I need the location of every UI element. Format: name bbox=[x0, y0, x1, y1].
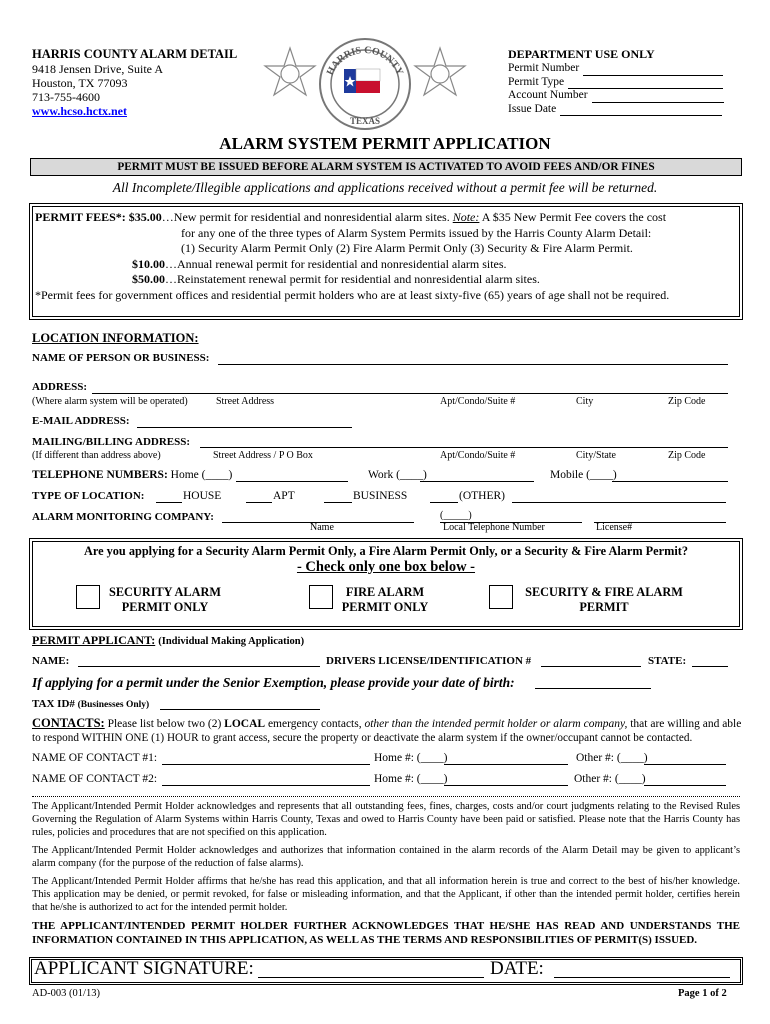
renewal-fee-amount: $10.00 bbox=[132, 256, 165, 271]
security-alarm-line2: PERMIT ONLY bbox=[121, 600, 209, 614]
org-name: HARRIS COUNTY ALARM DETAIL bbox=[32, 47, 238, 61]
address-line2: Houston, TX 77093 bbox=[32, 76, 128, 90]
applicant-heading-note: (Individual Making Application) bbox=[158, 636, 305, 647]
applicant-heading: PERMIT APPLICANT: bbox=[32, 633, 156, 647]
type-business-label: BUSINESS bbox=[353, 490, 408, 502]
fire-alarm-option bbox=[330, 585, 440, 615]
star-right-icon bbox=[415, 48, 465, 95]
mailing-label: MAILING/BILLING ADDRESS: bbox=[32, 436, 191, 448]
permit-number-field[interactable] bbox=[583, 62, 723, 76]
permit-type-label: Permit Type bbox=[508, 75, 565, 88]
location-type-label: TYPE OF LOCATION: bbox=[32, 490, 145, 502]
taxid-label: TAX ID# bbox=[32, 698, 75, 710]
monitoring-col-license: License# bbox=[596, 522, 633, 533]
contact1-other-label: Other #: (____) bbox=[576, 752, 648, 764]
issue-date-field[interactable] bbox=[560, 103, 722, 117]
seal-top-text: HARRIS COUNTY bbox=[324, 44, 406, 78]
phone-label: TELEPHONE NUMBERS: bbox=[32, 469, 168, 481]
new-fee-text: …New permit for residential and nonresidential alarm sites. bbox=[161, 210, 450, 224]
type-other-field[interactable] bbox=[512, 502, 726, 503]
fees-footnote: *Permit fees for government offices and residential permit holders who are at least sixty-five (65) years of age shall not be required. bbox=[35, 287, 670, 302]
senior-exemption-label: If applying for a permit under the Senior Exemption, please provide your date of birth: bbox=[32, 675, 515, 690]
date-label: DATE: bbox=[490, 958, 544, 979]
address-col-apt: Apt/Condo/Suite # bbox=[440, 396, 516, 407]
website-link[interactable]: www.hcso.hctx.net bbox=[32, 104, 127, 118]
mailing-col-street: Street Address / P O Box bbox=[213, 450, 313, 461]
dept-use-fields bbox=[508, 62, 724, 116]
email-field[interactable] bbox=[137, 427, 352, 428]
incomplete-notice: All Incomplete/Illegible applications and applications received without a permit fee will be returned. bbox=[112, 180, 658, 195]
dl-field[interactable] bbox=[541, 666, 641, 667]
security-fire-checkbox[interactable] bbox=[489, 585, 513, 609]
contacts-intro bbox=[32, 716, 742, 745]
monitoring-col-phone: Local Telephone Number bbox=[443, 522, 545, 533]
phone-home-field[interactable] bbox=[236, 481, 348, 482]
contact2-home-field[interactable] bbox=[444, 785, 568, 786]
type-business-blank[interactable] bbox=[324, 502, 352, 503]
permit-choice-instruction: - Check only one box below - bbox=[296, 559, 476, 575]
contact1-other-field[interactable] bbox=[644, 764, 726, 765]
contacts-intro-c: that are willing and able bbox=[630, 718, 742, 730]
mailing-note: (If different than address above) bbox=[32, 450, 161, 461]
contacts-intro-line2: to respond WITHIN ONE (1) HOUR to grant access, secure the property or deactivate the alarm system if the owner/occupant cannot be contacted. bbox=[32, 732, 693, 744]
contacts-intro-a: Please list below two (2) bbox=[107, 718, 222, 730]
applicant-name-label: NAME: bbox=[32, 655, 70, 667]
security-alarm-option bbox=[100, 585, 230, 615]
security-fire-line1: SECURITY & FIRE ALARM bbox=[525, 585, 683, 599]
monitoring-area-code: (_____) bbox=[440, 510, 472, 521]
applicant-heading-row bbox=[32, 633, 304, 648]
type-house-label: HOUSE bbox=[183, 490, 222, 502]
contact1-name-field[interactable] bbox=[162, 764, 370, 765]
mailing-col-apt: Apt/Condo/Suite # bbox=[440, 450, 516, 461]
fees-content bbox=[35, 210, 669, 303]
legal-paragraph-2: The Applicant/Intended Permit Holder acknowledges and authorizes that information contained in the alarm records of the Alarm Detail may be given to applicant’s alarm company (for the purpose of the reduction of false alarms). bbox=[32, 845, 740, 869]
address-line1: 9418 Jensen Drive, Suite A bbox=[32, 62, 163, 76]
fire-alarm-line1: FIRE ALARM bbox=[345, 585, 425, 599]
mailing-field[interactable] bbox=[200, 447, 728, 448]
note-text: A $35 New Permit Fee covers the cost bbox=[481, 210, 667, 224]
issue-date-label: Issue Date bbox=[508, 102, 557, 115]
legal-divider bbox=[32, 796, 740, 797]
address-label: ADDRESS: bbox=[32, 381, 88, 393]
address-col-city: City bbox=[576, 396, 594, 407]
applicant-name-field[interactable] bbox=[78, 666, 320, 667]
contact2-label: NAME OF CONTACT #2: bbox=[32, 773, 158, 785]
phone-work-field[interactable] bbox=[420, 481, 534, 482]
star-left-icon bbox=[265, 48, 315, 95]
contact1-home-label: Home #: (____) bbox=[374, 752, 448, 764]
acknowledgement: THE APPLICANT/INTENDED PERMIT HOLDER FURTHER ACKNOWLEDGES THAT HE/SHE HAS READ AND UNDERSTANDS THE INFORMATION CONTAINED IN THIS APPLICATION, AS WELL AS THE TERMS AND RESPONSIBILITIES OF PERMIT(S) ISSUED. bbox=[32, 920, 740, 946]
address-field[interactable] bbox=[92, 393, 728, 394]
dob-field[interactable] bbox=[535, 688, 651, 689]
dl-label: DRIVERS LICENSE/IDENTIFICATION # bbox=[326, 655, 532, 667]
fees-box bbox=[32, 206, 740, 317]
fees-label: PERMIT FEES*: bbox=[35, 210, 126, 224]
address-col-street: Street Address bbox=[216, 396, 275, 407]
date-field[interactable] bbox=[554, 977, 730, 978]
type-apt-blank[interactable] bbox=[246, 502, 272, 503]
security-fire-line2: PERMIT bbox=[579, 600, 629, 614]
phone-work-label: Work (____) bbox=[368, 469, 427, 481]
location-heading: LOCATION INFORMATION: bbox=[32, 331, 199, 345]
contacts-intro-local: LOCAL bbox=[224, 718, 266, 730]
address-col-zip: Zip Code bbox=[668, 396, 706, 407]
mailing-col-zip: Zip Code bbox=[668, 450, 706, 461]
type-other-blank[interactable] bbox=[430, 502, 458, 503]
account-number-field[interactable] bbox=[592, 89, 724, 103]
contact2-other-label: Other #: (____) bbox=[574, 773, 646, 785]
business-name-label: NAME OF PERSON OR BUSINESS: bbox=[32, 352, 210, 364]
note-label: Note: bbox=[452, 210, 480, 224]
contact1-label: NAME OF CONTACT #1: bbox=[32, 752, 158, 764]
fees-line2: for any one of the three types of Alarm System Permits issued by the Harris County Alarm Detail: bbox=[181, 225, 652, 240]
contact2-home-label: Home #: (____) bbox=[374, 773, 448, 785]
permit-type-field[interactable] bbox=[568, 76, 723, 90]
texas-flag-icon bbox=[344, 69, 380, 93]
fees-line3: (1) Security Alarm Permit Only (2) Fire Alarm Permit Only (3) Security & Fire Alarm Permit. bbox=[181, 241, 633, 255]
reinstate-fee-text: …Reinstatement renewal permit for residential and nonresidential alarm sites. bbox=[165, 272, 540, 286]
permit-choice-question: Are you applying for a Security Alarm Permit Only, a Fire Alarm Permit Only, or a Security & Fire Alarm Permit? bbox=[83, 544, 689, 558]
taxid-row bbox=[32, 698, 149, 710]
contacts-heading: CONTACTS: bbox=[32, 716, 105, 730]
security-alarm-line1: SECURITY ALARM bbox=[109, 585, 221, 599]
renewal-fee-text: …Annual renewal permit for residential and nonresidential alarm sites. bbox=[165, 256, 507, 271]
legal-paragraph-1: The Applicant/Intended Permit Holder acknowledges and represents that all outstanding fees, fines, charges, costs and/or court judgments relating to the Revised Rules Governing the Regulation of Alarm Systems within Harris County, Texas and owed to Harris County have been paid or satisfied. Please note that the Harris County has rules, policies and procedures that are not specified on this application. bbox=[32, 801, 740, 838]
email-label: E-MAIL ADDRESS: bbox=[32, 415, 130, 427]
taxid-field[interactable] bbox=[160, 709, 320, 710]
mailing-col-city: City/State bbox=[576, 450, 616, 461]
org-phone: 713-755-4600 bbox=[32, 90, 100, 104]
form-title: ALARM SYSTEM PERMIT APPLICATION bbox=[219, 134, 551, 153]
signature-field[interactable] bbox=[258, 977, 484, 978]
taxid-note: (Businesses Only) bbox=[77, 700, 150, 710]
phone-mobile-label: Mobile (____) bbox=[550, 469, 617, 481]
form-number: AD-003 (01/13) bbox=[32, 988, 100, 999]
harris-county-seal bbox=[250, 36, 480, 132]
dept-use-title: DEPARTMENT USE ONLY bbox=[508, 47, 655, 61]
legal-paragraph-3: The Applicant/Intended Permit Holder affirms that he/she has read this application, and that all information herein is true and correct to the best of his/her knowledge. This application may be denied, or permit revoked, for false or misleading information, and that the Applicant, if other than the intended permit holder, certifies herein that he/she is authorized to act for the intended permit holder. bbox=[32, 876, 740, 913]
type-other-label: (OTHER) bbox=[459, 490, 505, 502]
security-alarm-checkbox[interactable] bbox=[76, 585, 100, 609]
contacts-intro-b: emergency contacts, bbox=[267, 718, 362, 730]
monitoring-col-name: Name bbox=[310, 522, 334, 533]
fire-alarm-line2: PERMIT ONLY bbox=[341, 600, 429, 614]
contact1-home-field[interactable] bbox=[444, 764, 568, 765]
type-house-blank[interactable] bbox=[156, 502, 182, 503]
signature-label: APPLICANT SIGNATURE: bbox=[34, 958, 254, 979]
type-apt-label: APT bbox=[273, 490, 295, 502]
phone-row bbox=[32, 469, 232, 481]
reinstate-fee-amount: $50.00 bbox=[132, 272, 165, 286]
new-fee-amount: $35.00 bbox=[128, 210, 162, 224]
account-number-label: Account Number bbox=[508, 89, 588, 101]
activation-banner: PERMIT MUST BE ISSUED BEFORE ALARM SYSTEM IS ACTIVATED TO AVOID FEES AND/OR FINES bbox=[30, 158, 742, 176]
seal-bottom-text: TEXAS bbox=[349, 116, 381, 126]
state-field[interactable] bbox=[692, 666, 728, 667]
page-number: Page 1 of 2 bbox=[678, 988, 727, 999]
phone-mobile-field[interactable] bbox=[612, 481, 728, 482]
contact2-name-field[interactable] bbox=[162, 785, 370, 786]
business-name-field[interactable] bbox=[218, 364, 728, 365]
address-note: (Where alarm system will be operated) bbox=[32, 396, 188, 407]
org-address bbox=[32, 62, 163, 118]
security-fire-option bbox=[515, 585, 693, 615]
monitoring-label: ALARM MONITORING COMPANY: bbox=[32, 511, 214, 523]
phone-home-label: Home (____) bbox=[170, 469, 233, 481]
contact2-other-field[interactable] bbox=[644, 785, 726, 786]
state-label: STATE: bbox=[648, 655, 687, 667]
permit-number-label: Permit Number bbox=[508, 62, 580, 74]
contacts-intro-italic: other than the intended permit holder or alarm company, bbox=[364, 718, 628, 730]
